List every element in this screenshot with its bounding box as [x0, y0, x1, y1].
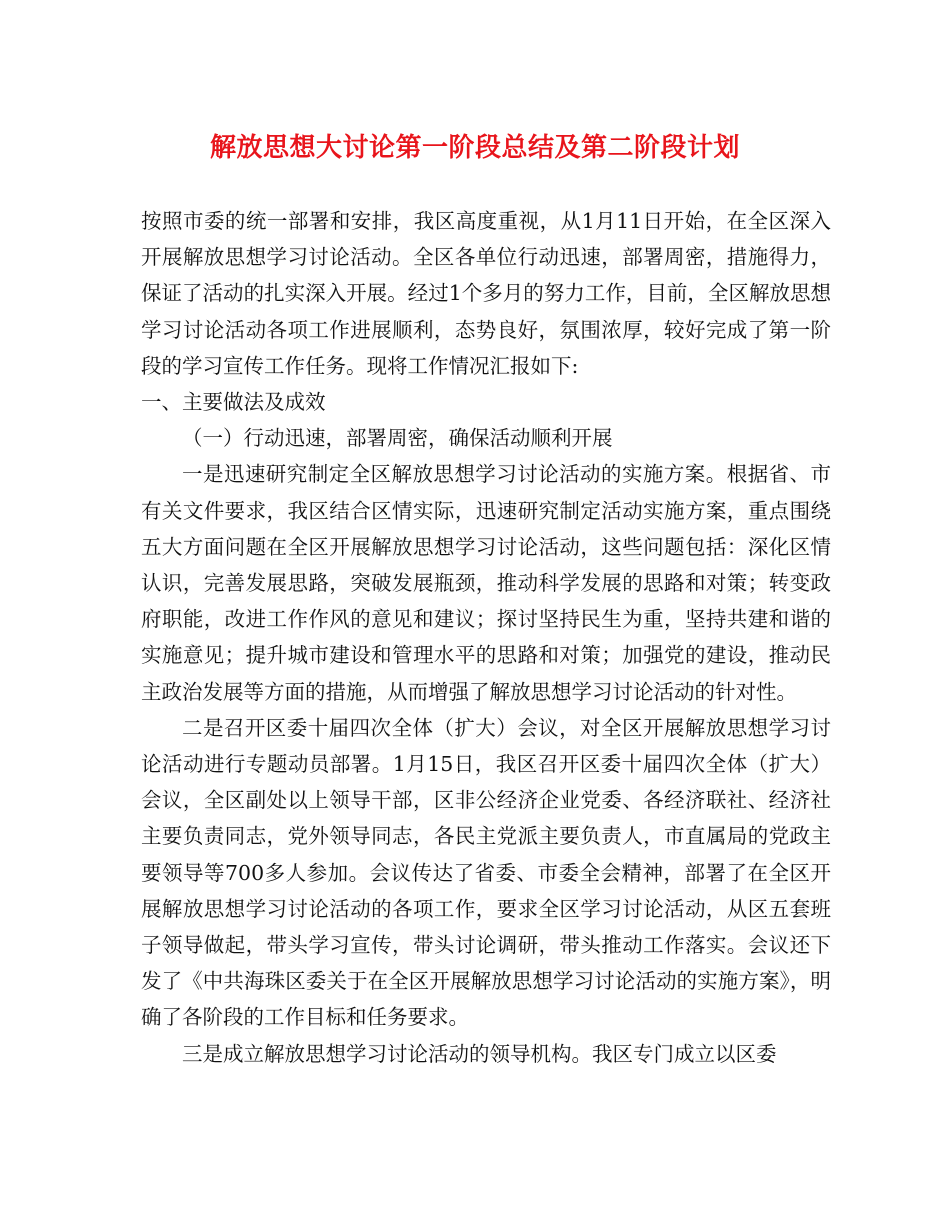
document-body — [141, 203, 831, 1072]
document-title: 解放思想大讨论第一阶段总结及第二阶段计划 — [209, 133, 740, 163]
paragraph-item-1: 一是迅速研究制定全区解放思想学习讨论活动的实施方案。根据省、市有关文件要求，我区结合区情实际，迅速研究制定活动实施方案，重点围绕五大方面问题在全区开展解放思想学习讨论活动，这些问题包括：深化区情认识，完善发展思路，突破发展瓶颈，推动科学发展的思路和对策；转变政府职能，改进工作作风的意见和建议；探讨坚持民生为重，坚持共建和谐的实施意见；提升城市建设和管理水平的思路和对策；加强党的建设，推动民主政治发展等方面的措施，从而增强了解放思想学习讨论活动的针对性。 — [141, 462, 831, 704]
paragraph-item-3: 三是成立解放思想学习讨论活动的领导机构。我区专门成立以区委 — [182, 1041, 777, 1066]
section-heading: 一、主要做法及成效 — [141, 390, 326, 415]
subsection-heading: （一）行动迅速，部署周密，确保活动顺利开展 — [182, 426, 613, 451]
paragraph-intro: 按照市委的统一部署和安排，我区高度重视，从1月11日开始，在全区深入开展解放思想学习讨论活动。全区各单位行动迅速，部署周密，措施得力，保证了活动的扎实深入开展。经过1个多月的努力工作，目前，全区解放思想学习讨论活动各项工作进展顺利，态势良好，氛围浓厚，较好完成了第一阶段的学习宣传工作任务。现将工作情况汇报如下: — [141, 209, 831, 378]
paragraph-item-2: 二是召开区委十届四次全体（扩大）会议，对全区开展解放思想学习讨论活动进行专题动员部署。1月15日，我区召开区委十届四次全体（扩大）会议，全区副处以上领导干部，区非公经济企业党委、各经济联社、经济社主要负责同志，党外领导同志，各民主党派主要负责人，市直属局的党政主要领导等700多人参加。会议传达了省委、市委全会精神，部署了在全区开展解放思想学习讨论活动的各项工作，要求全区学习讨论活动，从区五套班子领导做起，带头学习宣传，带头讨论调研，带头推动工作落实。会议还下发了《中共海珠区委关于在全区开展解放思想学习讨论活动的实施方案》，明确了各阶段的工作目标和任务要求。 — [141, 715, 831, 1030]
